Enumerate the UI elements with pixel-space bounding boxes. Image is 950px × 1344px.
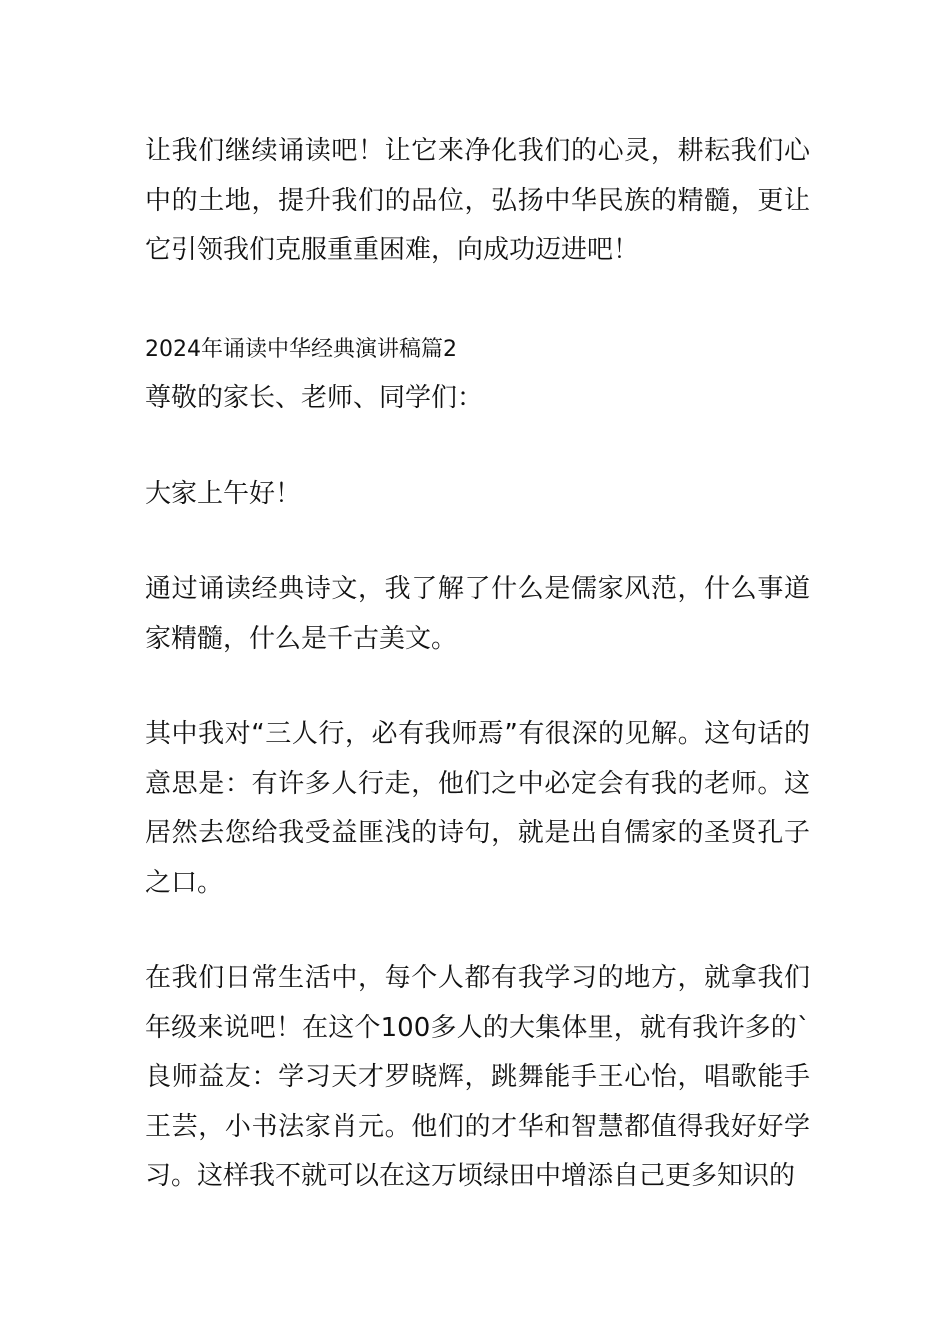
paragraph-daily-life: 在我们日常生活中，每个人都有我学习的地方，就拿我们年级来说吧！在这个100多人的大集体里，就有我许多的`良师益友：学习天才罗晓辉，跳舞能手王心怡，唱歌能手王芸，小书法家肖元。他们的才华和智慧都值得我好好学习。这样我不就可以在这万顷绿田中增添自己更多知识的 bbox=[145, 963, 810, 1191]
paragraph-spacer bbox=[145, 519, 810, 565]
paragraph-spacer bbox=[145, 664, 810, 710]
paragraph-spacer bbox=[145, 908, 810, 954]
document-body bbox=[145, 127, 810, 1202]
salutation: 尊敬的家长、老师、同学们： bbox=[145, 383, 484, 413]
greeting: 大家上午好！ bbox=[145, 478, 302, 509]
paragraph-intro: 通过诵读经典诗文，我了解了什么是儒家风范，什么事道家精髓，什么是千古美文。 bbox=[145, 574, 810, 654]
paragraph-spacer bbox=[145, 424, 810, 470]
section-title: 2024年诵读中华经典演讲稿篇2 bbox=[145, 336, 457, 362]
paragraph-quote: 其中我对“三人行，必有我师焉”有很深的见解。这句话的意思是：有许多人行走，他们之中必定会有我的老师。这居然去您给我受益匪浅的诗句，就是出自儒家的圣贤孔子之口。 bbox=[145, 719, 810, 898]
paragraph-closing: 让我们继续诵读吧！让它来净化我们的心灵，耕耘我们心中的土地，提升我们的品位，弘扬中华民族的精髓，更让它引领我们克服重重困难，向成功迈进吧！ bbox=[145, 136, 810, 265]
paragraph-spacer bbox=[145, 276, 810, 325]
